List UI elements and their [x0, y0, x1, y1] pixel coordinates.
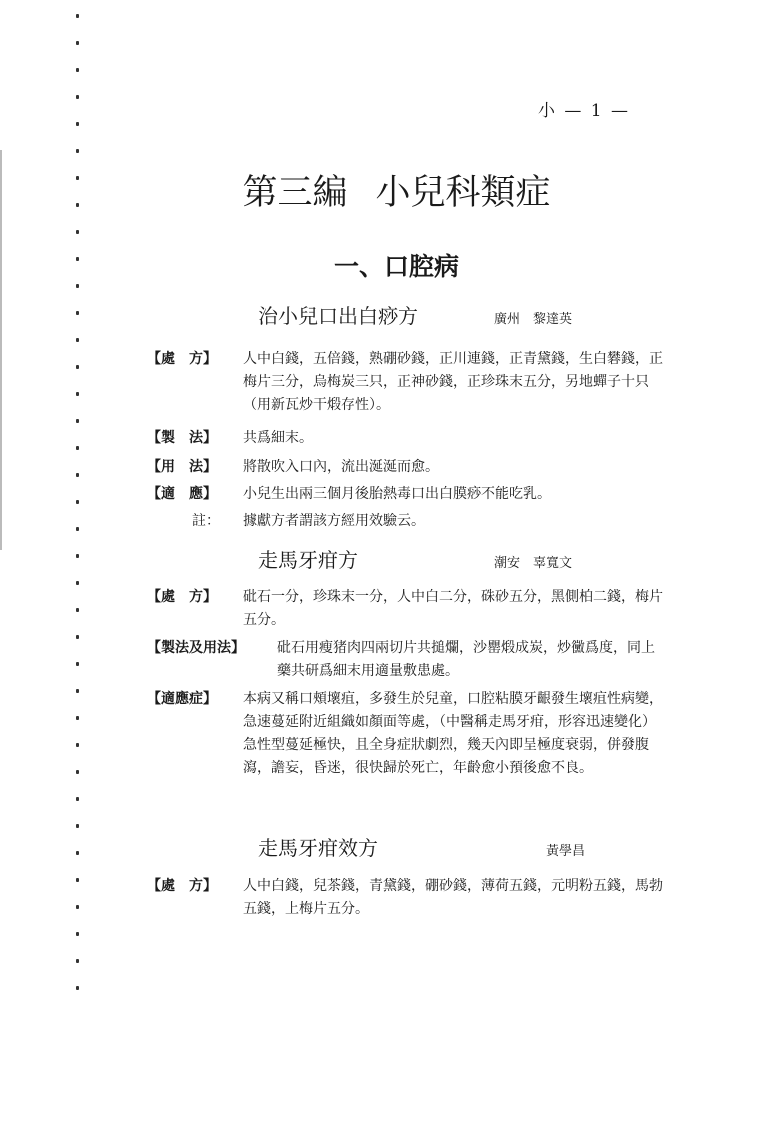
prescription-entry	[147, 456, 663, 479]
binding-mark	[76, 41, 79, 45]
binding-mark	[76, 581, 79, 585]
binding-mark	[76, 14, 79, 18]
entry-label: 【處 方】	[147, 589, 217, 605]
binding-mark	[76, 500, 79, 504]
entry-label: 【製法及用法】	[147, 640, 245, 656]
prescription-entry	[147, 348, 663, 417]
binding-mark	[76, 743, 79, 747]
binding-mark	[76, 878, 79, 882]
entry-label: 【處 方】	[147, 351, 217, 367]
prescription-entry	[147, 637, 663, 683]
volume-label: 第三編	[242, 173, 348, 213]
binding-mark	[76, 311, 79, 315]
binding-mark	[76, 851, 79, 855]
binding-mark	[76, 608, 79, 612]
binding-mark	[76, 662, 79, 666]
binding-mark	[76, 986, 79, 990]
binding-mark	[76, 689, 79, 693]
prescription-author: 潮安 辜寬文	[494, 556, 573, 571]
binding-mark	[76, 797, 79, 801]
prescription-title: 走馬牙疳效方	[258, 836, 378, 860]
prescription-title: 走馬牙疳方	[258, 548, 358, 572]
prescription-author: 黃學昌	[546, 844, 586, 859]
binding-mark	[76, 932, 79, 936]
binding-mark	[76, 770, 79, 774]
prescription-entry	[147, 483, 663, 506]
prescription-entry	[147, 875, 663, 921]
binding-mark	[76, 554, 79, 558]
binding-mark	[76, 230, 79, 234]
entry-label: 【處 方】	[147, 878, 217, 894]
entry-text: 共爲細末。	[243, 430, 313, 446]
binding-holes	[74, 0, 82, 1000]
binding-mark	[76, 959, 79, 963]
page-number: 小 — 1 —	[538, 101, 631, 121]
binding-mark	[76, 446, 79, 450]
entry-label: 【製 法】	[147, 430, 217, 446]
binding-mark	[76, 68, 79, 72]
volume-subject: 小兒科類症	[375, 173, 551, 213]
binding-mark	[76, 392, 79, 396]
prescription-title: 治小兒口出白痧方	[258, 304, 418, 328]
note-text: 據獻方者謂該方經用效驗云。	[243, 513, 425, 529]
entry-text: 小兒生出兩三個月後胎熱毒口出白膜痧不能吃乳。	[243, 486, 551, 502]
entry-label: 【適 應】	[147, 486, 217, 502]
entry-text: 人中白錢，五倍錢，熟硼砂錢，正川連錢，正青黛錢，生白礬錢，正梅片三分，烏梅炭三只，正神砂錢，正珍珠末五分，另地蟬子十只（用新瓦炒干煅存性）。	[243, 351, 663, 413]
entry-text: 將散吹入口內，流出涎涎而愈。	[243, 459, 439, 475]
binding-mark	[76, 122, 79, 126]
binding-mark	[76, 824, 79, 828]
binding-mark	[76, 365, 79, 369]
entry-text: 砒石一分，珍珠末一分，人中白二分，硃砂五分，黑側柏二錢，梅片五分。	[243, 589, 663, 628]
prescription-entry	[147, 586, 663, 632]
prescription-author: 廣州 黎達英	[494, 312, 573, 327]
binding-mark	[76, 716, 79, 720]
entry-label: 【適應症】	[147, 691, 217, 707]
entry-text: 砒石用瘦猪肉四兩切片共搥爛，沙罌煅成炭，炒黴爲度，同上藥共研爲細末用適量敷患處。	[277, 640, 655, 679]
entry-text: 人中白錢，兒茶錢，青黛錢，硼砂錢，薄荷五錢，元明粉五錢，馬勃五錢，上梅片五分。	[243, 878, 663, 917]
entry-label: 【用 法】	[147, 459, 217, 475]
prescription-entry	[147, 427, 663, 450]
binding-mark	[76, 95, 79, 99]
entry-text: 本病又稱口頰壞疽，多發生於兒童，口腔粘膜牙齦發生壞疽性病變，急速蔓延附近組織如顏面等處，（中醫稱走馬牙疳，形容迅速變化）急性型蔓延極快，且全身症狀劇烈，幾天內即呈極度衰弱，併發腹瀉，譫妄，昏迷，很快歸於死亡，年齡愈小預後愈不良。	[243, 691, 663, 776]
binding-mark	[76, 149, 79, 153]
binding-mark	[76, 473, 79, 477]
prescription-entry	[147, 688, 663, 780]
binding-mark	[76, 527, 79, 531]
page-title	[0, 165, 763, 215]
binding-mark	[76, 284, 79, 288]
section-heading: 一、口腔病	[333, 252, 459, 281]
note-label: 註：	[192, 513, 220, 529]
binding-mark	[76, 338, 79, 342]
binding-mark	[76, 905, 79, 909]
binding-mark	[76, 419, 79, 423]
binding-mark	[76, 635, 79, 639]
